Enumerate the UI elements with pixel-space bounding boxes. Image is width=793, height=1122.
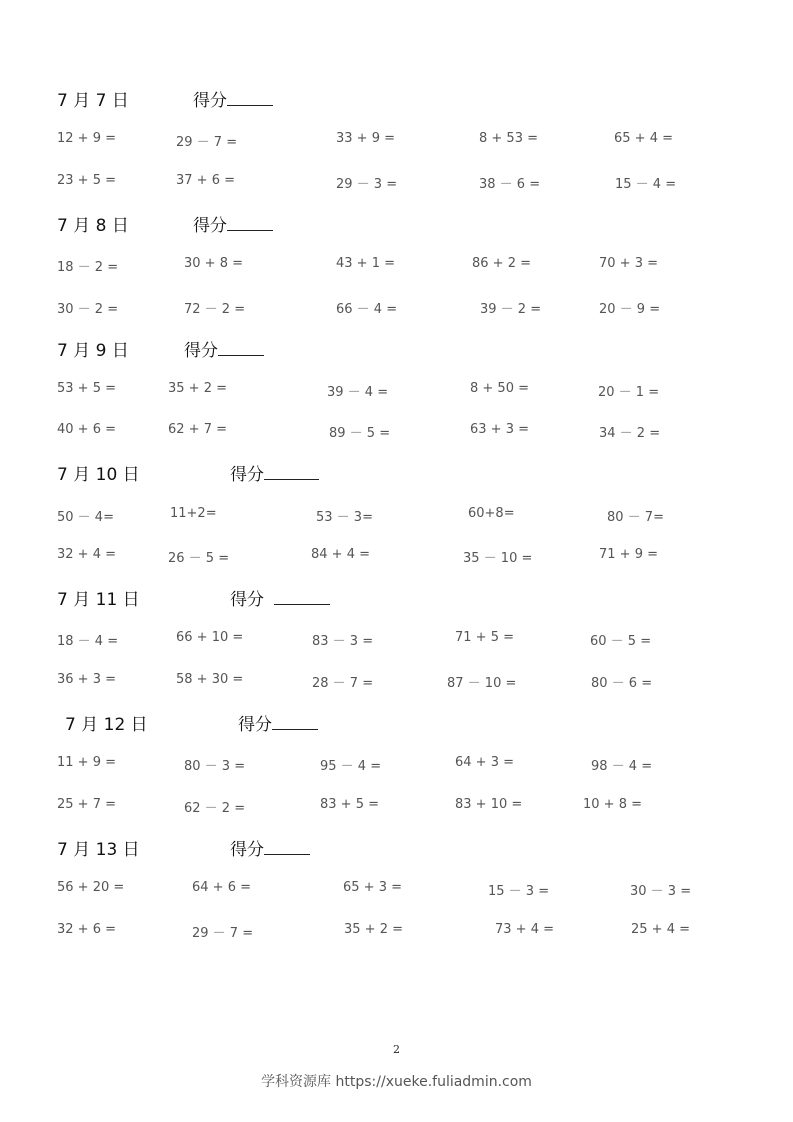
arithmetic-problem: 15 － 3 = <box>488 884 550 899</box>
score-blank-line[interactable] <box>218 339 264 356</box>
day-title: 7 月 12 日 <box>65 715 148 735</box>
arithmetic-problem: 64 + 6 = <box>192 880 251 895</box>
arithmetic-problem: 66 － 4 = <box>336 302 398 317</box>
arithmetic-problem: 53 + 5 = <box>57 381 116 396</box>
arithmetic-problem: 83 + 5 = <box>320 797 379 812</box>
arithmetic-problem: 86 + 2 = <box>472 256 531 271</box>
arithmetic-problem: 95 － 4 = <box>320 759 382 774</box>
arithmetic-problem: 62 + 7 = <box>168 422 227 437</box>
score-label: 得分 <box>230 590 264 610</box>
arithmetic-problem: 26 － 5 = <box>168 551 230 566</box>
score-label: 得分 <box>193 216 227 236</box>
score-blank-line[interactable] <box>274 588 330 605</box>
day-title: 7 月 13 日 <box>57 840 140 860</box>
score-field <box>193 86 273 111</box>
arithmetic-problem: 60+8= <box>468 506 515 521</box>
arithmetic-problem: 32 + 4 = <box>57 547 116 562</box>
arithmetic-problem: 25 + 7 = <box>57 797 116 812</box>
arithmetic-problem: 39 － 2 = <box>480 302 542 317</box>
score-blank-line[interactable] <box>264 838 310 855</box>
arithmetic-problem: 98 － 4 = <box>591 759 653 774</box>
score-label: 得分 <box>238 715 272 735</box>
arithmetic-problem: 83 － 3 = <box>312 634 374 649</box>
score-label: 得分 <box>193 91 227 111</box>
arithmetic-problem: 35 + 2 = <box>344 922 403 937</box>
arithmetic-problem: 18 － 2 = <box>57 260 119 275</box>
arithmetic-problem: 11+2= <box>170 506 217 521</box>
arithmetic-problem: 71 + 9 = <box>599 547 658 562</box>
arithmetic-problem: 80 － 6 = <box>591 676 653 691</box>
arithmetic-problem: 65 + 3 = <box>343 880 402 895</box>
arithmetic-problem: 89 － 5 = <box>329 426 391 441</box>
arithmetic-problem: 30 － 3 = <box>630 884 692 899</box>
arithmetic-problem: 72 － 2 = <box>184 302 246 317</box>
arithmetic-problem: 35 + 2 = <box>168 381 227 396</box>
arithmetic-problem: 10 + 8 = <box>583 797 642 812</box>
arithmetic-problem: 58 + 30 = <box>176 672 244 687</box>
arithmetic-problem: 15 － 4 = <box>615 177 677 192</box>
arithmetic-problem: 50 － 4= <box>57 510 114 525</box>
score-field <box>184 336 264 361</box>
arithmetic-problem: 29 － 7 = <box>192 926 254 941</box>
arithmetic-problem: 36 + 3 = <box>57 672 116 687</box>
arithmetic-problem: 73 + 4 = <box>495 922 554 937</box>
arithmetic-problem: 18 － 4 = <box>57 634 119 649</box>
score-field <box>238 710 318 735</box>
score-label: 得分 <box>230 840 264 860</box>
arithmetic-problem: 33 + 9 = <box>336 131 395 146</box>
score-field <box>193 211 273 236</box>
day-title: 7 月 9 日 <box>57 341 129 361</box>
arithmetic-problem: 43 + 1 = <box>336 256 395 271</box>
score-blank-line[interactable] <box>272 713 318 730</box>
footer-source-text: 学科资源库 https://xueke.fuliadmin.com <box>261 1074 532 1090</box>
arithmetic-problem: 29 － 7 = <box>176 135 238 150</box>
arithmetic-problem: 80 － 7= <box>607 510 664 525</box>
arithmetic-problem: 62 － 2 = <box>184 801 246 816</box>
arithmetic-problem: 20 － 9 = <box>599 302 661 317</box>
arithmetic-problem: 8 + 50 = <box>470 381 529 396</box>
arithmetic-problem: 53 － 3= <box>316 510 373 525</box>
day-title: 7 月 7 日 <box>57 91 129 111</box>
arithmetic-problem: 84 + 4 = <box>311 547 370 562</box>
day-title: 7 月 11 日 <box>57 590 140 610</box>
arithmetic-problem: 8 + 53 = <box>479 131 538 146</box>
arithmetic-problem: 37 + 6 = <box>176 173 235 188</box>
arithmetic-problem: 66 + 10 = <box>176 630 244 645</box>
score-field <box>230 460 319 485</box>
arithmetic-problem: 80 － 3 = <box>184 759 246 774</box>
arithmetic-problem: 28 － 7 = <box>312 676 374 691</box>
arithmetic-problem: 60 － 5 = <box>590 634 652 649</box>
arithmetic-problem: 56 + 20 = <box>57 880 125 895</box>
day-title: 7 月 10 日 <box>57 465 140 485</box>
arithmetic-problem: 65 + 4 = <box>614 131 673 146</box>
arithmetic-problem: 30 + 8 = <box>184 256 243 271</box>
arithmetic-problem: 71 + 5 = <box>455 630 514 645</box>
day-title: 7 月 8 日 <box>57 216 129 236</box>
score-field <box>230 835 310 860</box>
arithmetic-problem: 30 － 2 = <box>57 302 119 317</box>
score-blank-line[interactable] <box>227 89 273 106</box>
arithmetic-problem: 38 － 6 = <box>479 177 541 192</box>
arithmetic-problem: 63 + 3 = <box>470 422 529 437</box>
score-blank-line[interactable] <box>264 463 319 480</box>
arithmetic-problem: 20 － 1 = <box>598 385 660 400</box>
arithmetic-problem: 12 + 9 = <box>57 131 116 146</box>
arithmetic-problem: 64 + 3 = <box>455 755 514 770</box>
score-label: 得分 <box>184 341 218 361</box>
arithmetic-problem: 34 － 2 = <box>599 426 661 441</box>
score-label: 得分 <box>230 465 264 485</box>
arithmetic-problem: 32 + 6 = <box>57 922 116 937</box>
page-number: 2 <box>393 1043 400 1056</box>
arithmetic-problem: 35 － 10 = <box>463 551 533 566</box>
arithmetic-problem: 25 + 4 = <box>631 922 690 937</box>
score-field <box>230 585 330 610</box>
arithmetic-problem: 70 + 3 = <box>599 256 658 271</box>
arithmetic-problem: 39 － 4 = <box>327 385 389 400</box>
arithmetic-problem: 29 － 3 = <box>336 177 398 192</box>
arithmetic-problem: 83 + 10 = <box>455 797 523 812</box>
arithmetic-problem: 40 + 6 = <box>57 422 116 437</box>
arithmetic-problem: 23 + 5 = <box>57 173 116 188</box>
score-blank-line[interactable] <box>227 214 273 231</box>
arithmetic-problem: 11 + 9 = <box>57 755 116 770</box>
arithmetic-problem: 87 － 10 = <box>447 676 517 691</box>
